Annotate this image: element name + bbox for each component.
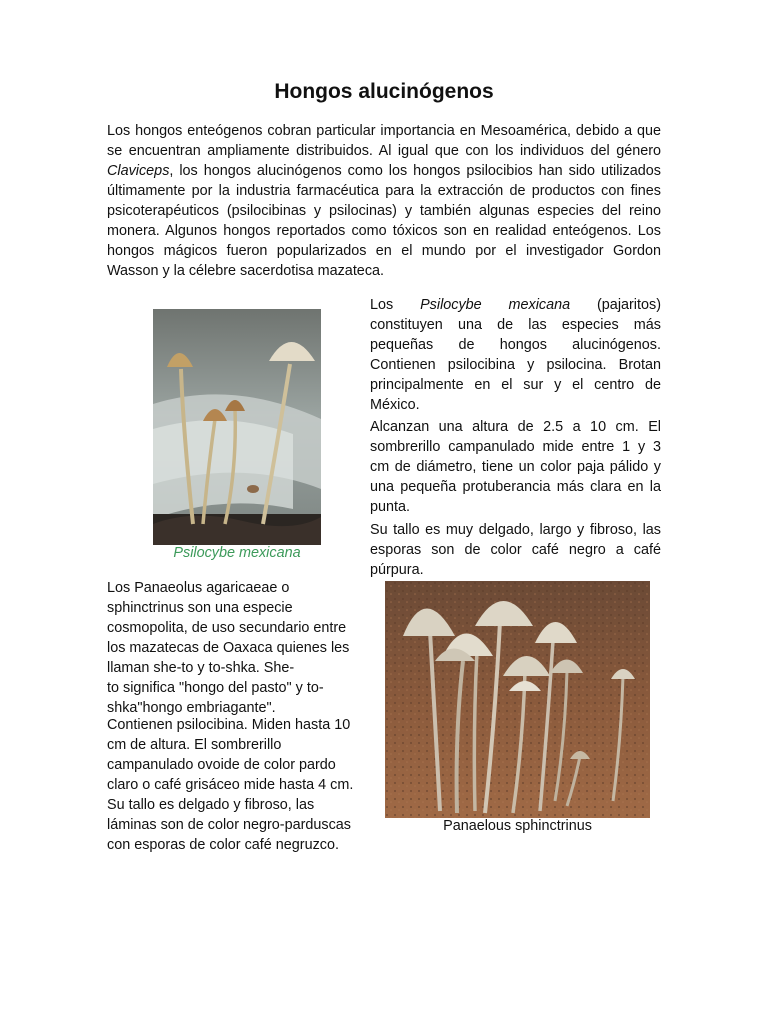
psilocybe-paragraph-1	[370, 295, 661, 415]
psilocybe-p1-start: Los	[370, 297, 421, 313]
panaeolus-p2-line: con esporas de color café negruzco.	[107, 837, 339, 853]
panaeolus-p1-line: Los Panaeolus agaricaeae o	[107, 580, 290, 596]
psilocybe-paragraph-2: Alcanzan una altura de 2.5 a 10 cm. El sombrerillo campanulado mide entre 1 y 3 cm de diámetro, tiene un color paja pálido y una pequeña protuberancia más clara en la punta.	[370, 419, 661, 515]
intro-text-2: , los hongos alucinógenos como los hongos psilocibios han sido utilizados últimamente por la industria farmacéutica para la extracción de productos con fines psicoterapéuticos (psilocibinas y psilocinas) y también algunas especies del reino monera. Algunos hongos reportados como tóxicos son en realidad enteógenos. Los hongos mágicos fueron popularizados en el mundo por el investigador Gordon Wasson y la célebre sacerdotisa mazateca.	[107, 163, 661, 279]
psilocybe-caption: Psilocybe mexicana	[173, 545, 301, 561]
panaeolus-p1-line: sphinctrinus son una especie	[107, 600, 293, 616]
panaeolus-p2-line: láminas son de color negro-parduscas	[107, 817, 351, 833]
panaeolus-paragraph-2	[107, 715, 366, 855]
page-title: Hongos alucinógenos	[274, 80, 494, 103]
psilocybe-species-name: Psilocybe mexicana	[420, 297, 571, 313]
panaeolus-p2-line: Su tallo es delgado y fibroso, las	[107, 797, 315, 813]
intro-genus: Claviceps	[107, 163, 170, 179]
panaeolus-p2-line: claro o café grisáceo mide hasta 4 cm.	[107, 777, 354, 793]
panaeolus-p1-line: cosmopolita, de uso secundario entre	[107, 620, 347, 636]
panaeolus-p1-line: to significa "hongo del pasto" y to-	[107, 680, 324, 696]
psilocybe-paragraph-3: Su tallo es muy delgado, largo y fibroso, las esporas son de color café negro a café púrpura.	[370, 522, 661, 578]
psilocybe-p1-end: (pajaritos) constituyen una de las especies más pequeñas de hongos alucinógenos. Contienen psilocibina y psilocina. Brotan principalmente en el sur y el centro de México.	[370, 297, 661, 413]
intro-paragraph	[107, 121, 661, 281]
panaeolus-caption: Panaelous sphinctrinus	[443, 818, 592, 834]
panaeolus-photo	[385, 581, 650, 818]
panaeolus-p2-line: Contienen psilocibina. Miden hasta 10	[107, 717, 351, 733]
panaeolus-paragraph-1	[107, 578, 366, 718]
panaeolus-p1-line: llaman she-to y to-shka. She-	[107, 660, 295, 676]
panaeolus-p1-line: shka"hongo embriagante".	[107, 700, 276, 716]
panaeolus-p2-line: campanulado ovoide de color pardo	[107, 757, 336, 773]
psilocybe-photo	[153, 309, 321, 545]
panaeolus-p1-line: los mazatecas de Oaxaca quienes les	[107, 640, 350, 656]
intro-text-1: Los hongos enteógenos cobran particular importancia en Mesoamérica, debido a que se encuentran ampliamente distribuidos. Al igual que con los individuos del género	[107, 123, 661, 159]
panaeolus-p2-line: cm de altura. El sombrerillo	[107, 737, 282, 753]
